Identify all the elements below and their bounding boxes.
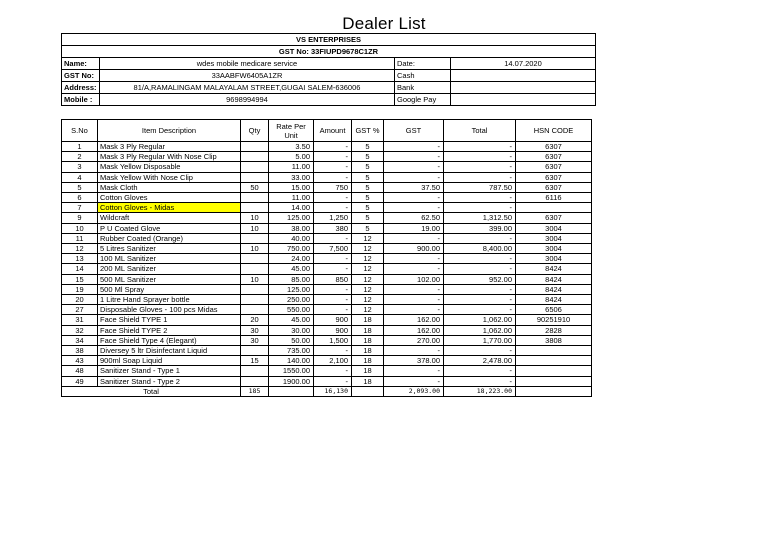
google-pay-label: Google Pay bbox=[395, 94, 451, 106]
item-hsn-code bbox=[516, 366, 592, 376]
item-sno: 6 bbox=[62, 193, 98, 203]
item-gst-percent: 12 bbox=[352, 254, 384, 264]
item-gst-percent: 18 bbox=[352, 325, 384, 335]
item-rate: 38.00 bbox=[269, 223, 314, 233]
item-gst: 62.50 bbox=[384, 213, 444, 223]
item-hsn-code: 6506 bbox=[516, 305, 592, 315]
item-description: 100 ML Sanitizer bbox=[98, 254, 241, 264]
col-qty: Qty bbox=[241, 120, 269, 142]
totals-gst-percent bbox=[352, 386, 384, 396]
item-rate: 45.00 bbox=[269, 264, 314, 274]
item-total: - bbox=[444, 233, 516, 243]
item-gst-percent: 5 bbox=[352, 172, 384, 182]
item-total: - bbox=[444, 284, 516, 294]
item-rate: 140.00 bbox=[269, 356, 314, 366]
table-row bbox=[62, 305, 592, 315]
item-sno: 10 bbox=[62, 223, 98, 233]
page-title: Dealer List bbox=[342, 14, 426, 33]
item-total: 1,062.00 bbox=[444, 325, 516, 335]
item-hsn-code: 3808 bbox=[516, 335, 592, 345]
date-value: 14.07.2020 bbox=[451, 58, 596, 70]
item-description: 200 ML Sanitizer bbox=[98, 264, 241, 274]
item-qty bbox=[241, 193, 269, 203]
item-amount: - bbox=[314, 172, 352, 182]
item-description: 1 Litre Hand Sprayer bottle bbox=[98, 295, 241, 305]
date-label: Date: bbox=[395, 58, 451, 70]
item-amount: 1,500 bbox=[314, 335, 352, 345]
table-row bbox=[62, 295, 592, 305]
item-amount: - bbox=[314, 203, 352, 213]
item-sno: 34 bbox=[62, 335, 98, 345]
table-row bbox=[62, 162, 592, 172]
mobile-row bbox=[62, 94, 596, 106]
item-gst-percent: 5 bbox=[352, 142, 384, 152]
totals-label: Total bbox=[62, 386, 241, 396]
mobile-label: Mobile : bbox=[62, 94, 100, 106]
item-qty bbox=[241, 284, 269, 294]
item-qty: 10 bbox=[241, 223, 269, 233]
item-total: - bbox=[444, 366, 516, 376]
bank-value bbox=[451, 82, 596, 94]
bank-label: Bank bbox=[395, 82, 451, 94]
table-row bbox=[62, 233, 592, 243]
item-total: - bbox=[444, 193, 516, 203]
item-hsn-code: 3004 bbox=[516, 254, 592, 264]
item-sno: 19 bbox=[62, 284, 98, 294]
totals-row bbox=[62, 386, 592, 396]
item-total: - bbox=[444, 203, 516, 213]
table-row bbox=[62, 376, 592, 386]
item-qty bbox=[241, 295, 269, 305]
table-row bbox=[62, 182, 592, 192]
item-description: Sanitizer Stand - Type 2 bbox=[98, 376, 241, 386]
item-qty: 15 bbox=[241, 356, 269, 366]
item-total: 1,062.00 bbox=[444, 315, 516, 325]
item-rate: 85.00 bbox=[269, 274, 314, 284]
item-hsn-code: 6307 bbox=[516, 142, 592, 152]
item-hsn-code: 6307 bbox=[516, 172, 592, 182]
item-qty bbox=[241, 233, 269, 243]
item-total: 952.00 bbox=[444, 274, 516, 284]
item-amount: 2,100 bbox=[314, 356, 352, 366]
item-sno: 12 bbox=[62, 244, 98, 254]
col-hsn-code: HSN CODE bbox=[516, 120, 592, 142]
item-amount: - bbox=[314, 346, 352, 356]
gst-label: GST No: bbox=[62, 70, 100, 82]
item-rate: 735.00 bbox=[269, 346, 314, 356]
cash-value bbox=[451, 70, 596, 82]
item-total: 787.50 bbox=[444, 182, 516, 192]
item-total: 1,770.00 bbox=[444, 335, 516, 345]
item-gst: 37.50 bbox=[384, 182, 444, 192]
item-gst: - bbox=[384, 172, 444, 182]
item-sno: 31 bbox=[62, 315, 98, 325]
item-gst: 162.00 bbox=[384, 325, 444, 335]
item-hsn-code: 6116 bbox=[516, 193, 592, 203]
item-hsn-code: 6307 bbox=[516, 152, 592, 162]
item-amount: - bbox=[314, 284, 352, 294]
item-gst-percent: 18 bbox=[352, 346, 384, 356]
item-qty: 20 bbox=[241, 315, 269, 325]
item-gst: - bbox=[384, 203, 444, 213]
item-qty bbox=[241, 346, 269, 356]
table-row bbox=[62, 366, 592, 376]
item-hsn-code: 6307 bbox=[516, 162, 592, 172]
item-description: P U Coated Glove bbox=[98, 223, 241, 233]
item-amount: 900 bbox=[314, 315, 352, 325]
item-total: - bbox=[444, 254, 516, 264]
item-sno: 48 bbox=[62, 366, 98, 376]
col-sno: S.No bbox=[62, 120, 98, 142]
item-sno: 20 bbox=[62, 295, 98, 305]
item-qty bbox=[241, 264, 269, 274]
dealer-address: 81/A,RAMALINGAM MALAYALAM STREET,GUGAI SALEM-636006 bbox=[100, 82, 395, 94]
table-row bbox=[62, 284, 592, 294]
item-total: - bbox=[444, 162, 516, 172]
table-row bbox=[62, 193, 592, 203]
item-rate: 125.00 bbox=[269, 284, 314, 294]
item-hsn-code: 3004 bbox=[516, 244, 592, 254]
item-gst: - bbox=[384, 264, 444, 274]
item-description: Face Shield TYPE 2 bbox=[98, 325, 241, 335]
item-hsn-code: 8424 bbox=[516, 295, 592, 305]
item-amount: - bbox=[314, 162, 352, 172]
item-sno: 1 bbox=[62, 142, 98, 152]
item-qty bbox=[241, 152, 269, 162]
item-total: - bbox=[444, 376, 516, 386]
dealer-gst-number: 33AABFW6405A1ZR bbox=[100, 70, 395, 82]
item-amount: 750 bbox=[314, 182, 352, 192]
item-gst: 378.00 bbox=[384, 356, 444, 366]
item-gst-percent: 12 bbox=[352, 233, 384, 243]
cash-label: Cash bbox=[395, 70, 451, 82]
col-total: Total bbox=[444, 120, 516, 142]
item-rate: 5.00 bbox=[269, 152, 314, 162]
item-amount: 7,500 bbox=[314, 244, 352, 254]
company-gst-number: GST No: 33FIUPD9678C1ZR bbox=[62, 46, 596, 58]
item-amount: - bbox=[314, 193, 352, 203]
item-gst: - bbox=[384, 152, 444, 162]
item-gst: - bbox=[384, 305, 444, 315]
dealer-name: wdes mobile medicare service bbox=[100, 58, 395, 70]
item-gst: - bbox=[384, 376, 444, 386]
table-row bbox=[62, 315, 592, 325]
item-rate: 33.00 bbox=[269, 172, 314, 182]
item-description: Cotton Gloves - Midas bbox=[98, 203, 241, 213]
item-qty: 10 bbox=[241, 213, 269, 223]
item-total: - bbox=[444, 346, 516, 356]
totals-hsn bbox=[516, 386, 592, 396]
item-gst-percent: 12 bbox=[352, 264, 384, 274]
item-rate: 50.00 bbox=[269, 335, 314, 345]
item-gst-percent: 5 bbox=[352, 213, 384, 223]
item-total: - bbox=[444, 152, 516, 162]
item-sno: 4 bbox=[62, 172, 98, 182]
item-sno: 2 bbox=[62, 152, 98, 162]
item-rate: 550.00 bbox=[269, 305, 314, 315]
item-qty bbox=[241, 162, 269, 172]
item-description: Mask Cloth bbox=[98, 182, 241, 192]
item-hsn-code: 3004 bbox=[516, 223, 592, 233]
item-description: Mask 3 Ply Regular With Nose Clip bbox=[98, 152, 241, 162]
item-gst-percent: 5 bbox=[352, 182, 384, 192]
col-amount: Amount bbox=[314, 120, 352, 142]
name-label: Name: bbox=[62, 58, 100, 70]
item-sno: 11 bbox=[62, 233, 98, 243]
item-gst: - bbox=[384, 254, 444, 264]
item-description: 500 ML Sanitizer bbox=[98, 274, 241, 284]
item-amount: - bbox=[314, 152, 352, 162]
item-hsn-code: 2828 bbox=[516, 325, 592, 335]
item-gst-percent: 18 bbox=[352, 376, 384, 386]
item-gst-percent: 5 bbox=[352, 193, 384, 203]
totals-gst: 2,093.00 bbox=[384, 386, 444, 396]
item-gst-percent: 12 bbox=[352, 244, 384, 254]
item-amount: - bbox=[314, 376, 352, 386]
item-description: Mask Yellow With Nose Clip bbox=[98, 172, 241, 182]
item-qty bbox=[241, 254, 269, 264]
item-gst: - bbox=[384, 193, 444, 203]
totals-amount: 16,130 bbox=[314, 386, 352, 396]
totals-qty: 185 bbox=[241, 386, 269, 396]
item-sno: 14 bbox=[62, 264, 98, 274]
item-amount: - bbox=[314, 264, 352, 274]
item-gst: - bbox=[384, 233, 444, 243]
item-qty: 10 bbox=[241, 274, 269, 284]
item-description: Rubber Coated (Orange) bbox=[98, 233, 241, 243]
item-description: 5 Litres Sanitizer bbox=[98, 244, 241, 254]
item-qty bbox=[241, 366, 269, 376]
item-gst-percent: 18 bbox=[352, 366, 384, 376]
item-gst: - bbox=[384, 284, 444, 294]
item-gst-percent: 12 bbox=[352, 284, 384, 294]
col-gst: GST bbox=[384, 120, 444, 142]
table-row bbox=[62, 356, 592, 366]
item-rate: 11.00 bbox=[269, 193, 314, 203]
item-description: Mask 3 Ply Regular bbox=[98, 142, 241, 152]
column-header-row bbox=[62, 120, 592, 142]
item-amount: 850 bbox=[314, 274, 352, 284]
item-total: 8,400.00 bbox=[444, 244, 516, 254]
item-gst-percent: 12 bbox=[352, 274, 384, 284]
item-hsn-code bbox=[516, 356, 592, 366]
col-rate-per-unit: Rate Per Unit bbox=[269, 120, 314, 142]
col-item-description: Item Description bbox=[98, 120, 241, 142]
item-qty: 50 bbox=[241, 182, 269, 192]
item-description: Face Shield Type 4 (Elegant) bbox=[98, 335, 241, 345]
col-gst-percent: GST % bbox=[352, 120, 384, 142]
item-sno: 3 bbox=[62, 162, 98, 172]
item-amount: - bbox=[314, 366, 352, 376]
table-row bbox=[62, 254, 592, 264]
item-qty bbox=[241, 142, 269, 152]
item-rate: 11.00 bbox=[269, 162, 314, 172]
item-sno: 43 bbox=[62, 356, 98, 366]
item-total: - bbox=[444, 142, 516, 152]
item-gst-percent: 5 bbox=[352, 203, 384, 213]
item-amount: 1,250 bbox=[314, 213, 352, 223]
item-sno: 5 bbox=[62, 182, 98, 192]
item-total: 2,478.00 bbox=[444, 356, 516, 366]
item-amount: - bbox=[314, 233, 352, 243]
item-gst: 102.00 bbox=[384, 274, 444, 284]
item-sno: 38 bbox=[62, 346, 98, 356]
item-qty: 30 bbox=[241, 325, 269, 335]
item-hsn-code: 8424 bbox=[516, 284, 592, 294]
item-gst-percent: 18 bbox=[352, 356, 384, 366]
item-qty bbox=[241, 203, 269, 213]
item-rate: 750.00 bbox=[269, 244, 314, 254]
table-row bbox=[62, 264, 592, 274]
dealer-header-table bbox=[61, 33, 596, 106]
item-description: Cotton Gloves bbox=[98, 193, 241, 203]
item-rate: 45.00 bbox=[269, 315, 314, 325]
table-row bbox=[62, 274, 592, 284]
item-hsn-code bbox=[516, 203, 592, 213]
item-hsn-code: 6307 bbox=[516, 182, 592, 192]
item-sno: 15 bbox=[62, 274, 98, 284]
item-description: 900ml Soap Liquid bbox=[98, 356, 241, 366]
company-name: VS ENTERPRISES bbox=[62, 34, 596, 46]
item-qty bbox=[241, 172, 269, 182]
item-gst-percent: 18 bbox=[352, 335, 384, 345]
item-gst: - bbox=[384, 295, 444, 305]
item-amount: 380 bbox=[314, 223, 352, 233]
google-pay-value bbox=[451, 94, 596, 106]
item-amount: - bbox=[314, 305, 352, 315]
table-row bbox=[62, 335, 592, 345]
item-rate: 30.00 bbox=[269, 325, 314, 335]
item-rate: 125.00 bbox=[269, 213, 314, 223]
table-row bbox=[62, 213, 592, 223]
dealer-mobile: 9698994994 bbox=[100, 94, 395, 106]
item-sno: 32 bbox=[62, 325, 98, 335]
item-hsn-code: 8424 bbox=[516, 274, 592, 284]
item-qty: 10 bbox=[241, 244, 269, 254]
address-row bbox=[62, 82, 596, 94]
item-gst-percent: 18 bbox=[352, 315, 384, 325]
item-hsn-code: 6307 bbox=[516, 213, 592, 223]
item-gst-percent: 5 bbox=[352, 162, 384, 172]
item-hsn-code: 90251910 bbox=[516, 315, 592, 325]
item-sno: 27 bbox=[62, 305, 98, 315]
item-qty bbox=[241, 376, 269, 386]
item-gst: 19.00 bbox=[384, 223, 444, 233]
item-gst-percent: 12 bbox=[352, 305, 384, 315]
table-row bbox=[62, 223, 592, 233]
item-gst-percent: 5 bbox=[352, 223, 384, 233]
item-rate: 14.00 bbox=[269, 203, 314, 213]
item-rate: 1550.00 bbox=[269, 366, 314, 376]
item-gst: - bbox=[384, 366, 444, 376]
table-row bbox=[62, 203, 592, 213]
item-description: Sanitizer Stand - Type 1 bbox=[98, 366, 241, 376]
address-label: Address: bbox=[62, 82, 100, 94]
item-sno: 49 bbox=[62, 376, 98, 386]
table-row bbox=[62, 172, 592, 182]
item-total: - bbox=[444, 305, 516, 315]
item-description: 500 Ml Spray bbox=[98, 284, 241, 294]
table-row bbox=[62, 325, 592, 335]
totals-total: 18,223.00 bbox=[444, 386, 516, 396]
item-hsn-code bbox=[516, 376, 592, 386]
item-gst: - bbox=[384, 142, 444, 152]
table-row bbox=[62, 346, 592, 356]
items-table bbox=[61, 119, 592, 397]
item-description: Wildcraft bbox=[98, 213, 241, 223]
table-row bbox=[62, 152, 592, 162]
item-rate: 15.00 bbox=[269, 182, 314, 192]
item-rate: 40.00 bbox=[269, 233, 314, 243]
item-amount: - bbox=[314, 254, 352, 264]
item-total: 399.00 bbox=[444, 223, 516, 233]
item-hsn-code bbox=[516, 346, 592, 356]
item-description: Mask Yellow Disposable bbox=[98, 162, 241, 172]
item-sno: 13 bbox=[62, 254, 98, 264]
item-total: - bbox=[444, 264, 516, 274]
item-amount: - bbox=[314, 295, 352, 305]
item-description: Face Shield TYPE 1 bbox=[98, 315, 241, 325]
item-rate: 24.00 bbox=[269, 254, 314, 264]
item-gst: 900.00 bbox=[384, 244, 444, 254]
item-rate: 250.00 bbox=[269, 295, 314, 305]
item-description: Disposable Gloves - 100 pcs Midas bbox=[98, 305, 241, 315]
item-description: Diversey 5 ltr Disinfectant Liquid bbox=[98, 346, 241, 356]
item-qty: 30 bbox=[241, 335, 269, 345]
item-gst: - bbox=[384, 162, 444, 172]
item-amount: - bbox=[314, 142, 352, 152]
item-hsn-code: 8424 bbox=[516, 264, 592, 274]
item-gst: 270.00 bbox=[384, 335, 444, 345]
totals-rate bbox=[269, 386, 314, 396]
item-qty bbox=[241, 305, 269, 315]
item-gst: 162.00 bbox=[384, 315, 444, 325]
item-rate: 1900.00 bbox=[269, 376, 314, 386]
item-gst-percent: 5 bbox=[352, 152, 384, 162]
item-total: - bbox=[444, 295, 516, 305]
name-row bbox=[62, 58, 596, 70]
company-row bbox=[62, 34, 596, 46]
gst-row bbox=[62, 70, 596, 82]
table-row bbox=[62, 142, 592, 152]
item-total: - bbox=[444, 172, 516, 182]
item-gst-percent: 12 bbox=[352, 295, 384, 305]
item-sno: 7 bbox=[62, 203, 98, 213]
table-row bbox=[62, 244, 592, 254]
item-gst: - bbox=[384, 346, 444, 356]
item-sno: 9 bbox=[62, 213, 98, 223]
item-hsn-code: 3004 bbox=[516, 233, 592, 243]
company-gst-row bbox=[62, 46, 596, 58]
item-rate: 3.50 bbox=[269, 142, 314, 152]
item-total: 1,312.50 bbox=[444, 213, 516, 223]
item-amount: 900 bbox=[314, 325, 352, 335]
